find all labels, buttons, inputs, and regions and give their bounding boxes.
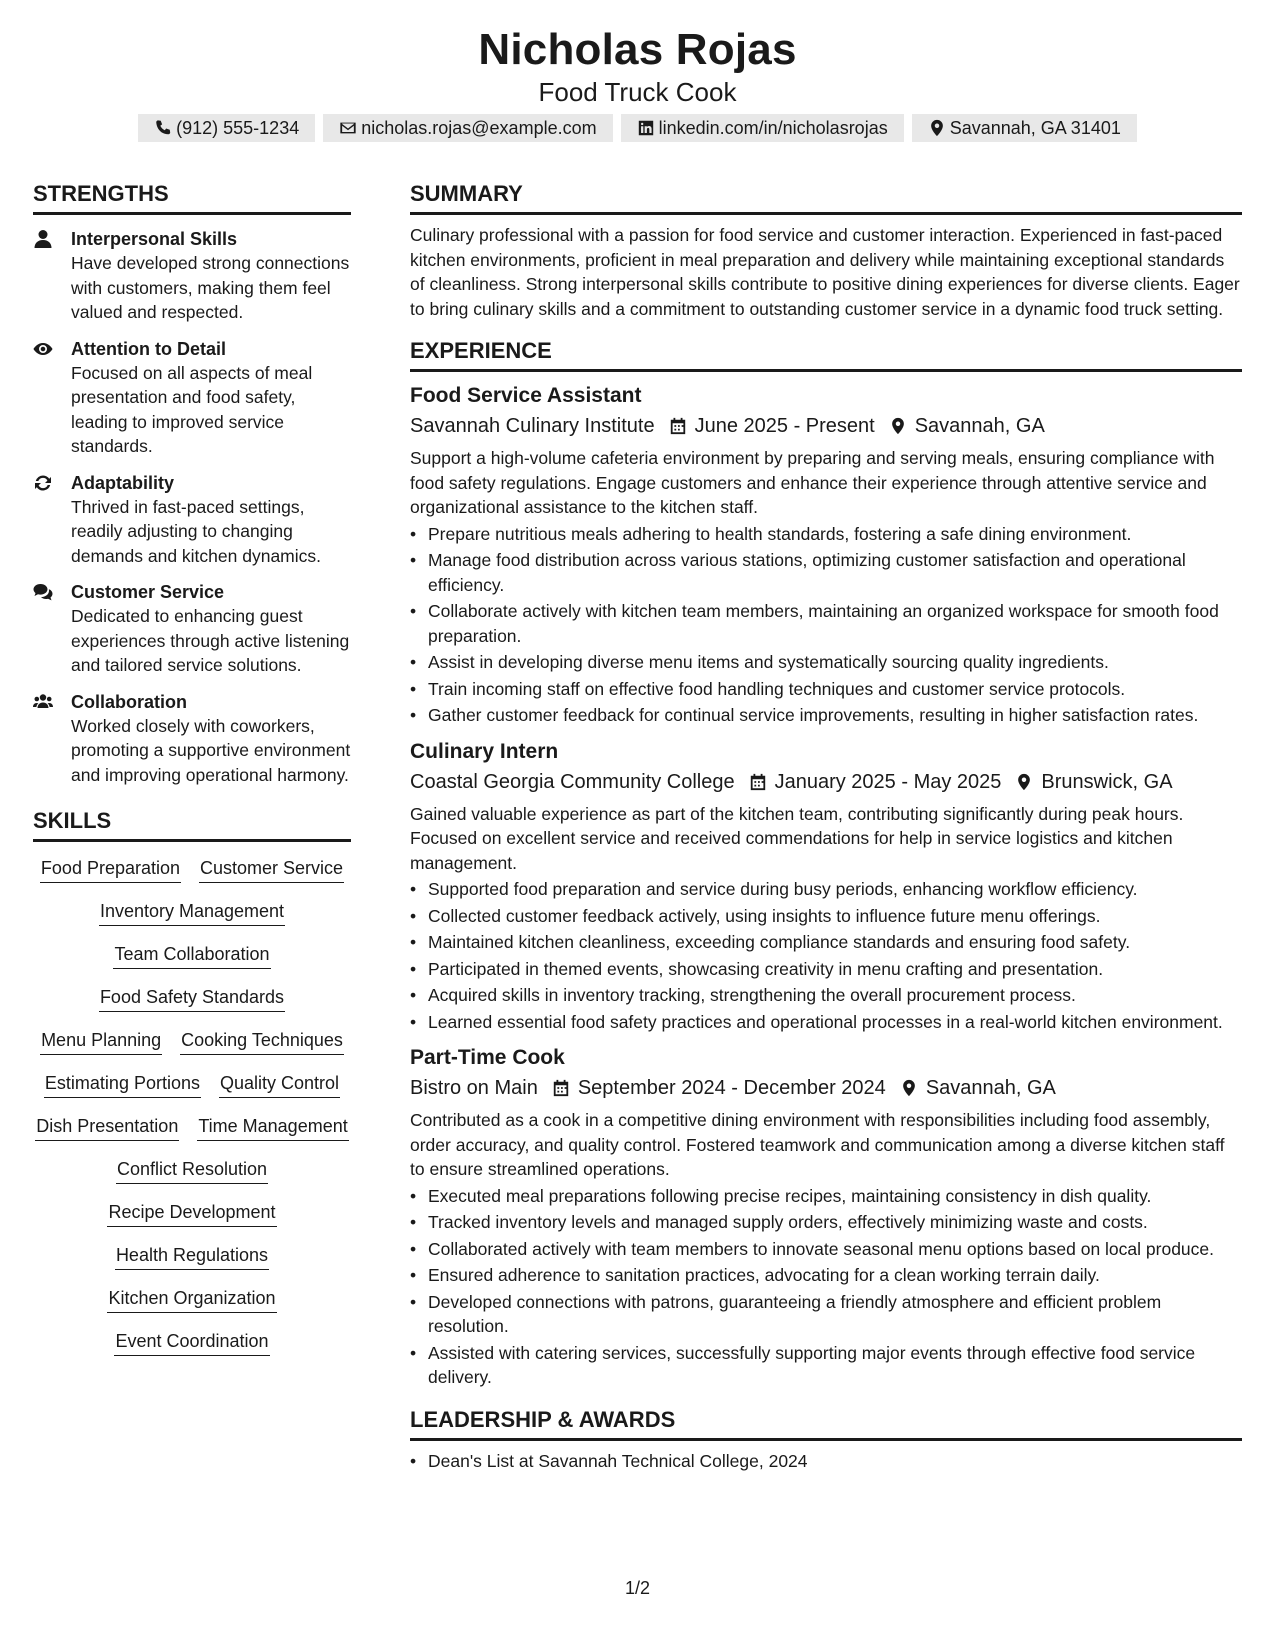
skills-heading: SKILLS [33, 807, 351, 842]
skill-tag: Kitchen Organization [107, 1286, 276, 1313]
bullet-item: • Collected customer feedback actively, using insights to influence future menu offerings. [410, 904, 1242, 929]
bullet-item: • Learned essential food safety practices and operational processes in a real-world kitchen environment. [410, 1010, 1242, 1035]
job-description: Gained valuable experience as part of the kitchen team, contributing significantly during peak hours. Focused on excellent service and received commendations for help in service logistics and kitchen management. [410, 803, 1184, 873]
job-title: Food Service Assistant [410, 384, 642, 407]
job-company: Savannah Culinary Institute [410, 415, 655, 437]
job-company: Bistro on Main [410, 1077, 538, 1099]
strength-desc: Thrived in fast-paced settings, readily adjusting to changing demands and kitchen dynamics. [71, 496, 321, 566]
job-description: Support a high-volume cafeteria environment by preparing and serving meals, ensuring compliance with food safety regulations. Engage customers and enhance their experience through attentive service and organizational assistance to the kitchen staff. [410, 448, 1215, 517]
strength-item [33, 337, 351, 459]
skill-tag: Event Coordination [114, 1329, 269, 1356]
eye-icon [33, 339, 53, 359]
candidate-name: Nicholas Rojas [478, 25, 797, 74]
job-meta [410, 768, 1242, 796]
job-dates: September 2024 - December 2024 [577, 1077, 886, 1099]
bullet-item: • Manage food distribution across various stations, optimizing customer satisfaction and operational efficiency. [410, 548, 1242, 597]
strength-title: Attention to Detail [71, 338, 226, 359]
skills-list [33, 856, 351, 1356]
job-bullets [410, 1184, 1242, 1390]
skill-tag: Food Safety Standards [99, 985, 285, 1012]
contact-location [912, 114, 1137, 142]
user-icon [33, 229, 53, 249]
strength-item [33, 227, 351, 325]
skills-section [33, 807, 351, 1356]
phone-icon [154, 119, 172, 137]
experience-section [410, 337, 1242, 1390]
calendar-icon [749, 773, 767, 791]
leadership-heading: LEADERSHIP & AWARDS [410, 1406, 1242, 1441]
users-icon [33, 692, 53, 712]
strength-title: Adaptability [71, 472, 175, 493]
skill-tag: Menu Planning [40, 1028, 162, 1055]
map-pin-icon [928, 119, 946, 137]
job-entry [410, 738, 1242, 1035]
linkedin-text: linkedin.com/in/nicholasrojas [658, 118, 888, 138]
bullet-item: • Train incoming staff on effective food handling techniques and customer service protocols. [410, 677, 1242, 702]
skill-tag: Cooking Techniques [180, 1028, 344, 1055]
sync-icon [33, 473, 53, 493]
bullet-item: • Maintained kitchen cleanliness, exceeding compliance standards and ensuring food safety. [410, 930, 1242, 955]
map-pin-icon [1015, 773, 1033, 791]
bullet-item: • Tracked inventory levels and managed supply orders, effectively minimizing waste and costs. [410, 1210, 1242, 1235]
skill-tag: Inventory Management [99, 899, 285, 926]
skill-tag: Time Management [197, 1114, 348, 1141]
skill-tag: Dish Presentation [35, 1114, 179, 1141]
leadership-section [410, 1406, 1242, 1474]
strength-item [33, 690, 351, 788]
job-location: Savannah, GA [914, 415, 1045, 437]
bullet-item: • Assisted with catering services, successfully supporting major events through effective food service delivery. [410, 1341, 1242, 1390]
bullet-item: • Participated in themed events, showcasing creativity in menu crafting and presentation. [410, 957, 1242, 982]
strength-item [33, 471, 351, 569]
map-pin-icon [889, 417, 907, 435]
skill-tag: Food Preparation [40, 856, 181, 883]
bullet-item: • Prepare nutritious meals adhering to health standards, fostering a safe dining environment. [410, 522, 1242, 547]
contact-bar [0, 114, 1275, 142]
skill-tag: Estimating Portions [44, 1071, 201, 1098]
award-item: • Dean's List at Savannah Technical College, 2024 [410, 1449, 1242, 1474]
contact-phone[interactable] [138, 114, 315, 142]
bullet-item: • Assist in developing diverse menu items and systematically sourcing quality ingredients. [410, 650, 1242, 675]
skill-tag: Team Collaboration [113, 942, 270, 969]
job-bullets [410, 877, 1242, 1034]
strength-item [33, 580, 351, 678]
strength-title: Collaboration [71, 691, 187, 712]
skill-tag: Quality Control [219, 1071, 340, 1098]
summary-text: Culinary professional with a passion for food service and customer interaction. Experienced in fast-paced kitchen environments, proficient in meal preparation and delivery while maintaining exceptional standards of cleanliness. Strong interpersonal skills contribute to positive dining experiences for diverse clients. Eager to bring culinary skills and a commitment to outstanding customer service in a dynamic food truck setting. [410, 225, 1240, 319]
calendar-icon [552, 1079, 570, 1097]
candidate-title: Food Truck Cook [538, 77, 737, 107]
page-number: 1/2 [624, 1578, 651, 1598]
job-dates: June 2025 - Present [694, 415, 875, 437]
strengths-section [33, 180, 351, 787]
comments-icon [33, 582, 53, 602]
bullet-item: • Collaborated actively with team members to innovate seasonal menu options based on local produce. [410, 1237, 1242, 1262]
job-company: Coastal Georgia Community College [410, 770, 735, 793]
strength-desc: Worked closely with coworkers, promoting a supportive environment and improving operational harmony. [71, 715, 351, 785]
location-text: Savannah, GA 31401 [949, 118, 1121, 138]
job-location: Brunswick, GA [1041, 770, 1173, 793]
job-entry [410, 1044, 1242, 1390]
phone-text: (912) 555-1234 [176, 118, 300, 138]
bullet-item: • Collaborate actively with kitchen team members, maintaining an organized workspace for smooth food preparation. [410, 599, 1242, 648]
resume-header [0, 0, 1275, 142]
email-text: nicholas.rojas@example.com [361, 118, 597, 138]
contact-email[interactable] [323, 114, 612, 142]
job-title: Culinary Intern [410, 739, 559, 763]
summary-heading: SUMMARY [410, 180, 1242, 215]
left-column [33, 180, 351, 1356]
strength-desc: Focused on all aspects of meal presentation and food safety, leading to improved service standards. [71, 362, 313, 456]
strength-desc: Have developed strong connections with customers, making them feel valued and respected. [71, 253, 350, 322]
job-dates: January 2025 - May 2025 [774, 770, 1002, 793]
skill-tag: Conflict Resolution [116, 1157, 268, 1184]
bullet-item: • Gather customer feedback for continual service improvements, resulting in higher satisfaction rates. [410, 703, 1242, 728]
bullet-item: • Supported food preparation and service during busy periods, enhancing workflow efficiency. [410, 877, 1242, 902]
bullet-item: • Executed meal preparations following precise recipes, maintaining consistency in dish quality. [410, 1184, 1242, 1209]
job-bullets [410, 522, 1242, 728]
strength-title: Customer Service [71, 582, 225, 602]
map-pin-icon [900, 1079, 918, 1097]
job-entry [410, 382, 1242, 728]
experience-heading: EXPERIENCE [410, 337, 1242, 372]
bullet-item: • Acquired skills in inventory tracking, strengthening the overall procurement process. [410, 983, 1242, 1008]
job-location: Savannah, GA [925, 1077, 1056, 1099]
job-description: Contributed as a cook in a competitive dining environment with responsibilities including food assembly, order accuracy, and quality control. Fostered teamwork and communication among a diverse kitchen staff to ensure streamlined operations. [410, 1110, 1225, 1179]
bullet-item: • Ensured adherence to sanitation practices, advocating for a clean working terrain daily. [410, 1263, 1242, 1288]
skill-tag: Customer Service [199, 856, 344, 883]
calendar-icon [669, 417, 687, 435]
strengths-heading: STRENGTHS [33, 180, 351, 215]
linkedin-icon [637, 119, 655, 137]
strength-desc: Dedicated to enhancing guest experiences through active listening and tailored service solutions. [71, 606, 350, 675]
skill-tag: Health Regulations [115, 1243, 269, 1270]
job-meta [410, 1074, 1242, 1102]
summary-section [410, 180, 1242, 321]
leadership-list [410, 1449, 1242, 1474]
job-meta [410, 412, 1242, 440]
bullet-item: • Developed connections with patrons, guaranteeing a friendly atmosphere and efficient problem resolution. [410, 1290, 1242, 1339]
contact-linkedin[interactable] [621, 114, 904, 142]
strength-title: Interpersonal Skills [71, 229, 238, 249]
envelope-icon [339, 119, 357, 137]
job-title: Part-Time Cook [410, 1046, 565, 1069]
right-column [410, 180, 1242, 1473]
skill-tag: Recipe Development [107, 1200, 276, 1227]
